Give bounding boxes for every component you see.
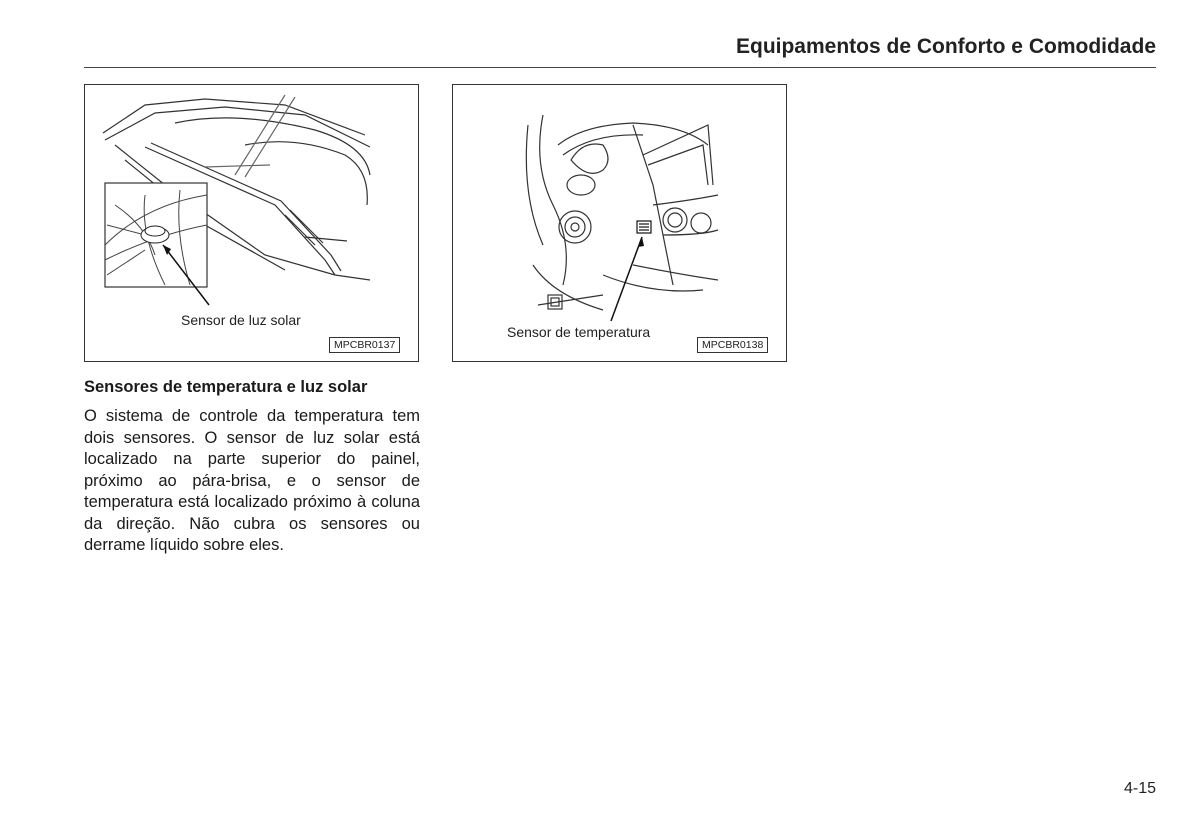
figure-caption: Sensor de luz solar bbox=[181, 312, 301, 328]
page-title: Equipamentos de Conforto e Comodidade bbox=[735, 35, 1156, 58]
figure-code: MPCBR0138 bbox=[697, 337, 768, 353]
page-number: 4-15 bbox=[1123, 780, 1156, 797]
header-divider bbox=[84, 67, 1156, 68]
temperature-sensor-illustration bbox=[453, 85, 788, 363]
figure-sunlight-sensor bbox=[84, 84, 419, 362]
figure-caption: Sensor de temperatura bbox=[507, 324, 651, 340]
figure-temperature-sensor bbox=[452, 84, 787, 362]
section-heading: Sensores de temperatura e luz solar bbox=[84, 378, 368, 396]
figure-code: MPCBR0137 bbox=[329, 337, 400, 353]
section-body: O sistema de controle da temperatura tem dois sensores. O sensor de luz solar está localizado na parte superior do painel, próximo ao pára-brisa, e o sensor de temperatura está localizado próximo à coluna da direção. Não cubra os sensores ou derrame líquido sobre eles. bbox=[84, 407, 420, 554]
